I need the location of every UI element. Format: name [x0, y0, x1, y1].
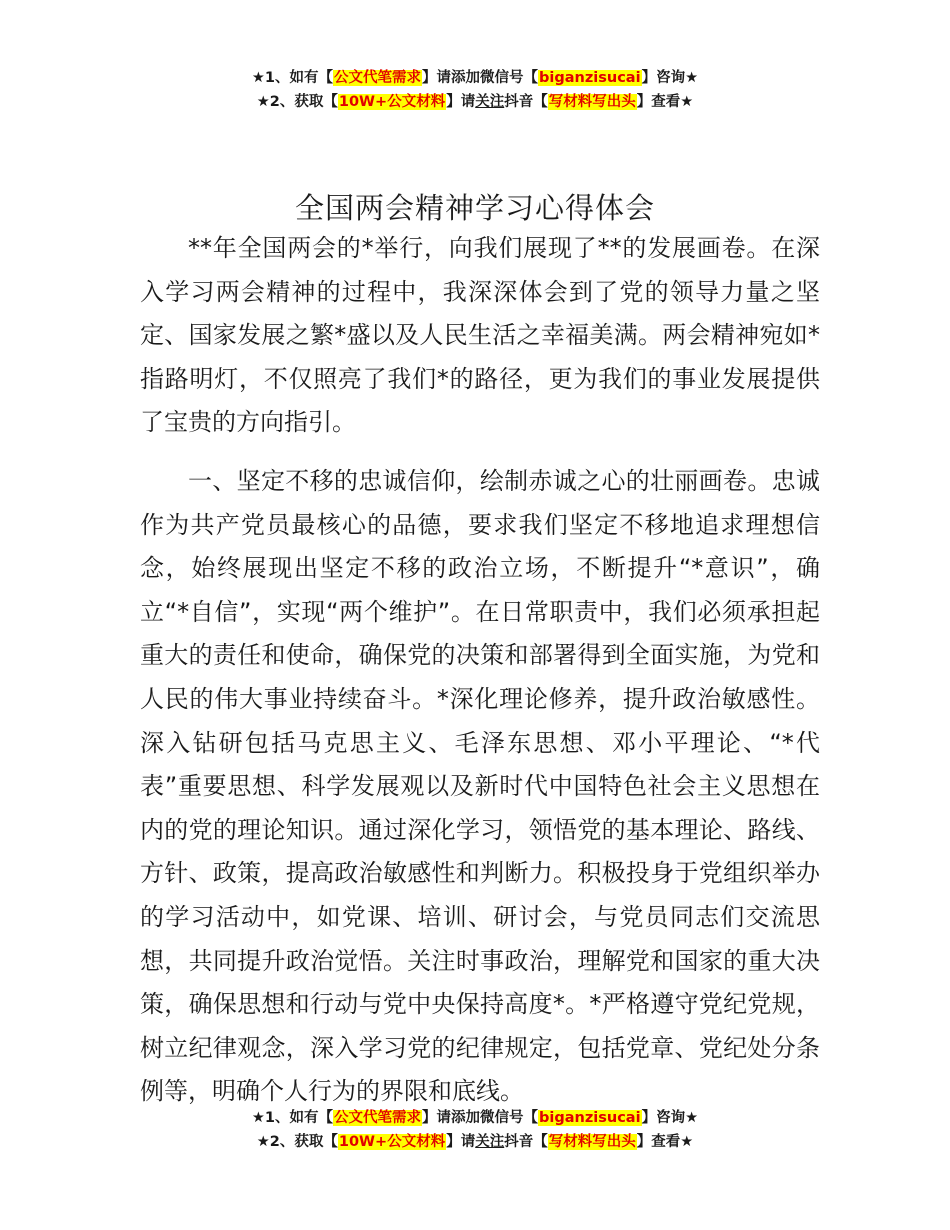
document-title: 全国两会精神学习心得体会 [294, 191, 655, 226]
banner-text: 微信号【 [480, 1110, 539, 1126]
highlight-wechat-id: biganzisucai [539, 70, 641, 86]
highlight-douyin-account: 写材料写出头 [548, 94, 636, 110]
banner-emphasis: 添加 [451, 1110, 481, 1126]
banner-emphasis: 添加 [451, 70, 481, 86]
banner-line-2 [0, 1130, 950, 1154]
document-body [140, 227, 820, 1114]
banner-text: 】请 [446, 1134, 476, 1150]
footer-banner [0, 1106, 950, 1154]
banner-line-2 [0, 90, 950, 114]
banner-text: 】请 [422, 70, 452, 86]
banner-text: 】咨询★ [641, 70, 699, 86]
banner-emphasis: 关注 [475, 1134, 505, 1150]
paragraph-intro: **年全国两会的*举行，向我们展现了**的发展画卷。在深入学习两会精神的过程中，我深深体会到了党的领导力量之坚定、国家发展之繁*盛以及人民生活之幸福美满。两会精神宛如*指路明灯，不仅照亮了我们*的路径，更为我们的事业发展提供了宝贵的方向指引。 [140, 234, 820, 437]
banner-text: ★2、获取【 [256, 1134, 338, 1150]
banner-text: 】查看★ [636, 94, 694, 110]
banner-line-1 [0, 66, 950, 90]
banner-text: 】请 [422, 1110, 452, 1126]
banner-text: ★1、如有【 [251, 1110, 334, 1126]
highlight-materials: 10W+公文材料 [338, 1134, 446, 1150]
banner-text: 抖音【 [504, 1134, 548, 1150]
highlight-materials: 10W+公文材料 [338, 94, 446, 110]
banner-line-1 [0, 1106, 950, 1130]
banner-text: 】查看★ [636, 1134, 694, 1150]
banner-text: ★2、获取【 [256, 94, 338, 110]
banner-text: 】咨询★ [641, 1110, 699, 1126]
banner-text: 微信号【 [480, 70, 539, 86]
highlight-douyin-account: 写材料写出头 [548, 1134, 636, 1150]
banner-text: 抖音【 [504, 94, 548, 110]
banner-text: 】请 [446, 94, 476, 110]
banner-text: ★1、如有【 [251, 70, 334, 86]
paragraph-section-1: 一、坚定不移的忠诚信仰，绘制赤诚之心的壮丽画卷。忠诚作为共产党员最核心的品德，要求我们坚定不移地追求理想信念，始终展现出坚定不移的政治立场，不断提升“*意识”，确立“*自信”，实现“两个维护”。在日常职责中，我们必须承担起重大的责任和使命，确保党的决策和部署得到全面实施，为党和人民的伟大事业持续奋斗。*深化理论修养，提升政治敏感性。深入钻研包括马克思主义、毛泽东思想、邓小平理论、“*代表”重要思想、科学发展观以及新时代中国特色社会主义思想在内的党的理论知识。通过深化学习，领悟党的基本理论、路线、方针、政策，提高政治敏感性和判断力。积极投身于党组织举办的学习活动中，如党课、培训、研讨会，与党员同志们交流思想，共同提升政治觉悟。关注时事政治，理解党和国家的重大决策，确保思想和行动与党中央保持高度*。*严格遵守党纪党规，树立纪律观念，深入学习党的纪律规定，包括党章、党纪处分条例等，明确个人行为的界限和底线。 [140, 466, 820, 1106]
header-banner [0, 66, 950, 114]
highlight-ghostwriting: 公文代笔需求 [334, 1110, 422, 1126]
banner-emphasis: 关注 [475, 94, 505, 110]
highlight-ghostwriting: 公文代笔需求 [334, 70, 422, 86]
highlight-wechat-id: biganzisucai [539, 1110, 641, 1126]
